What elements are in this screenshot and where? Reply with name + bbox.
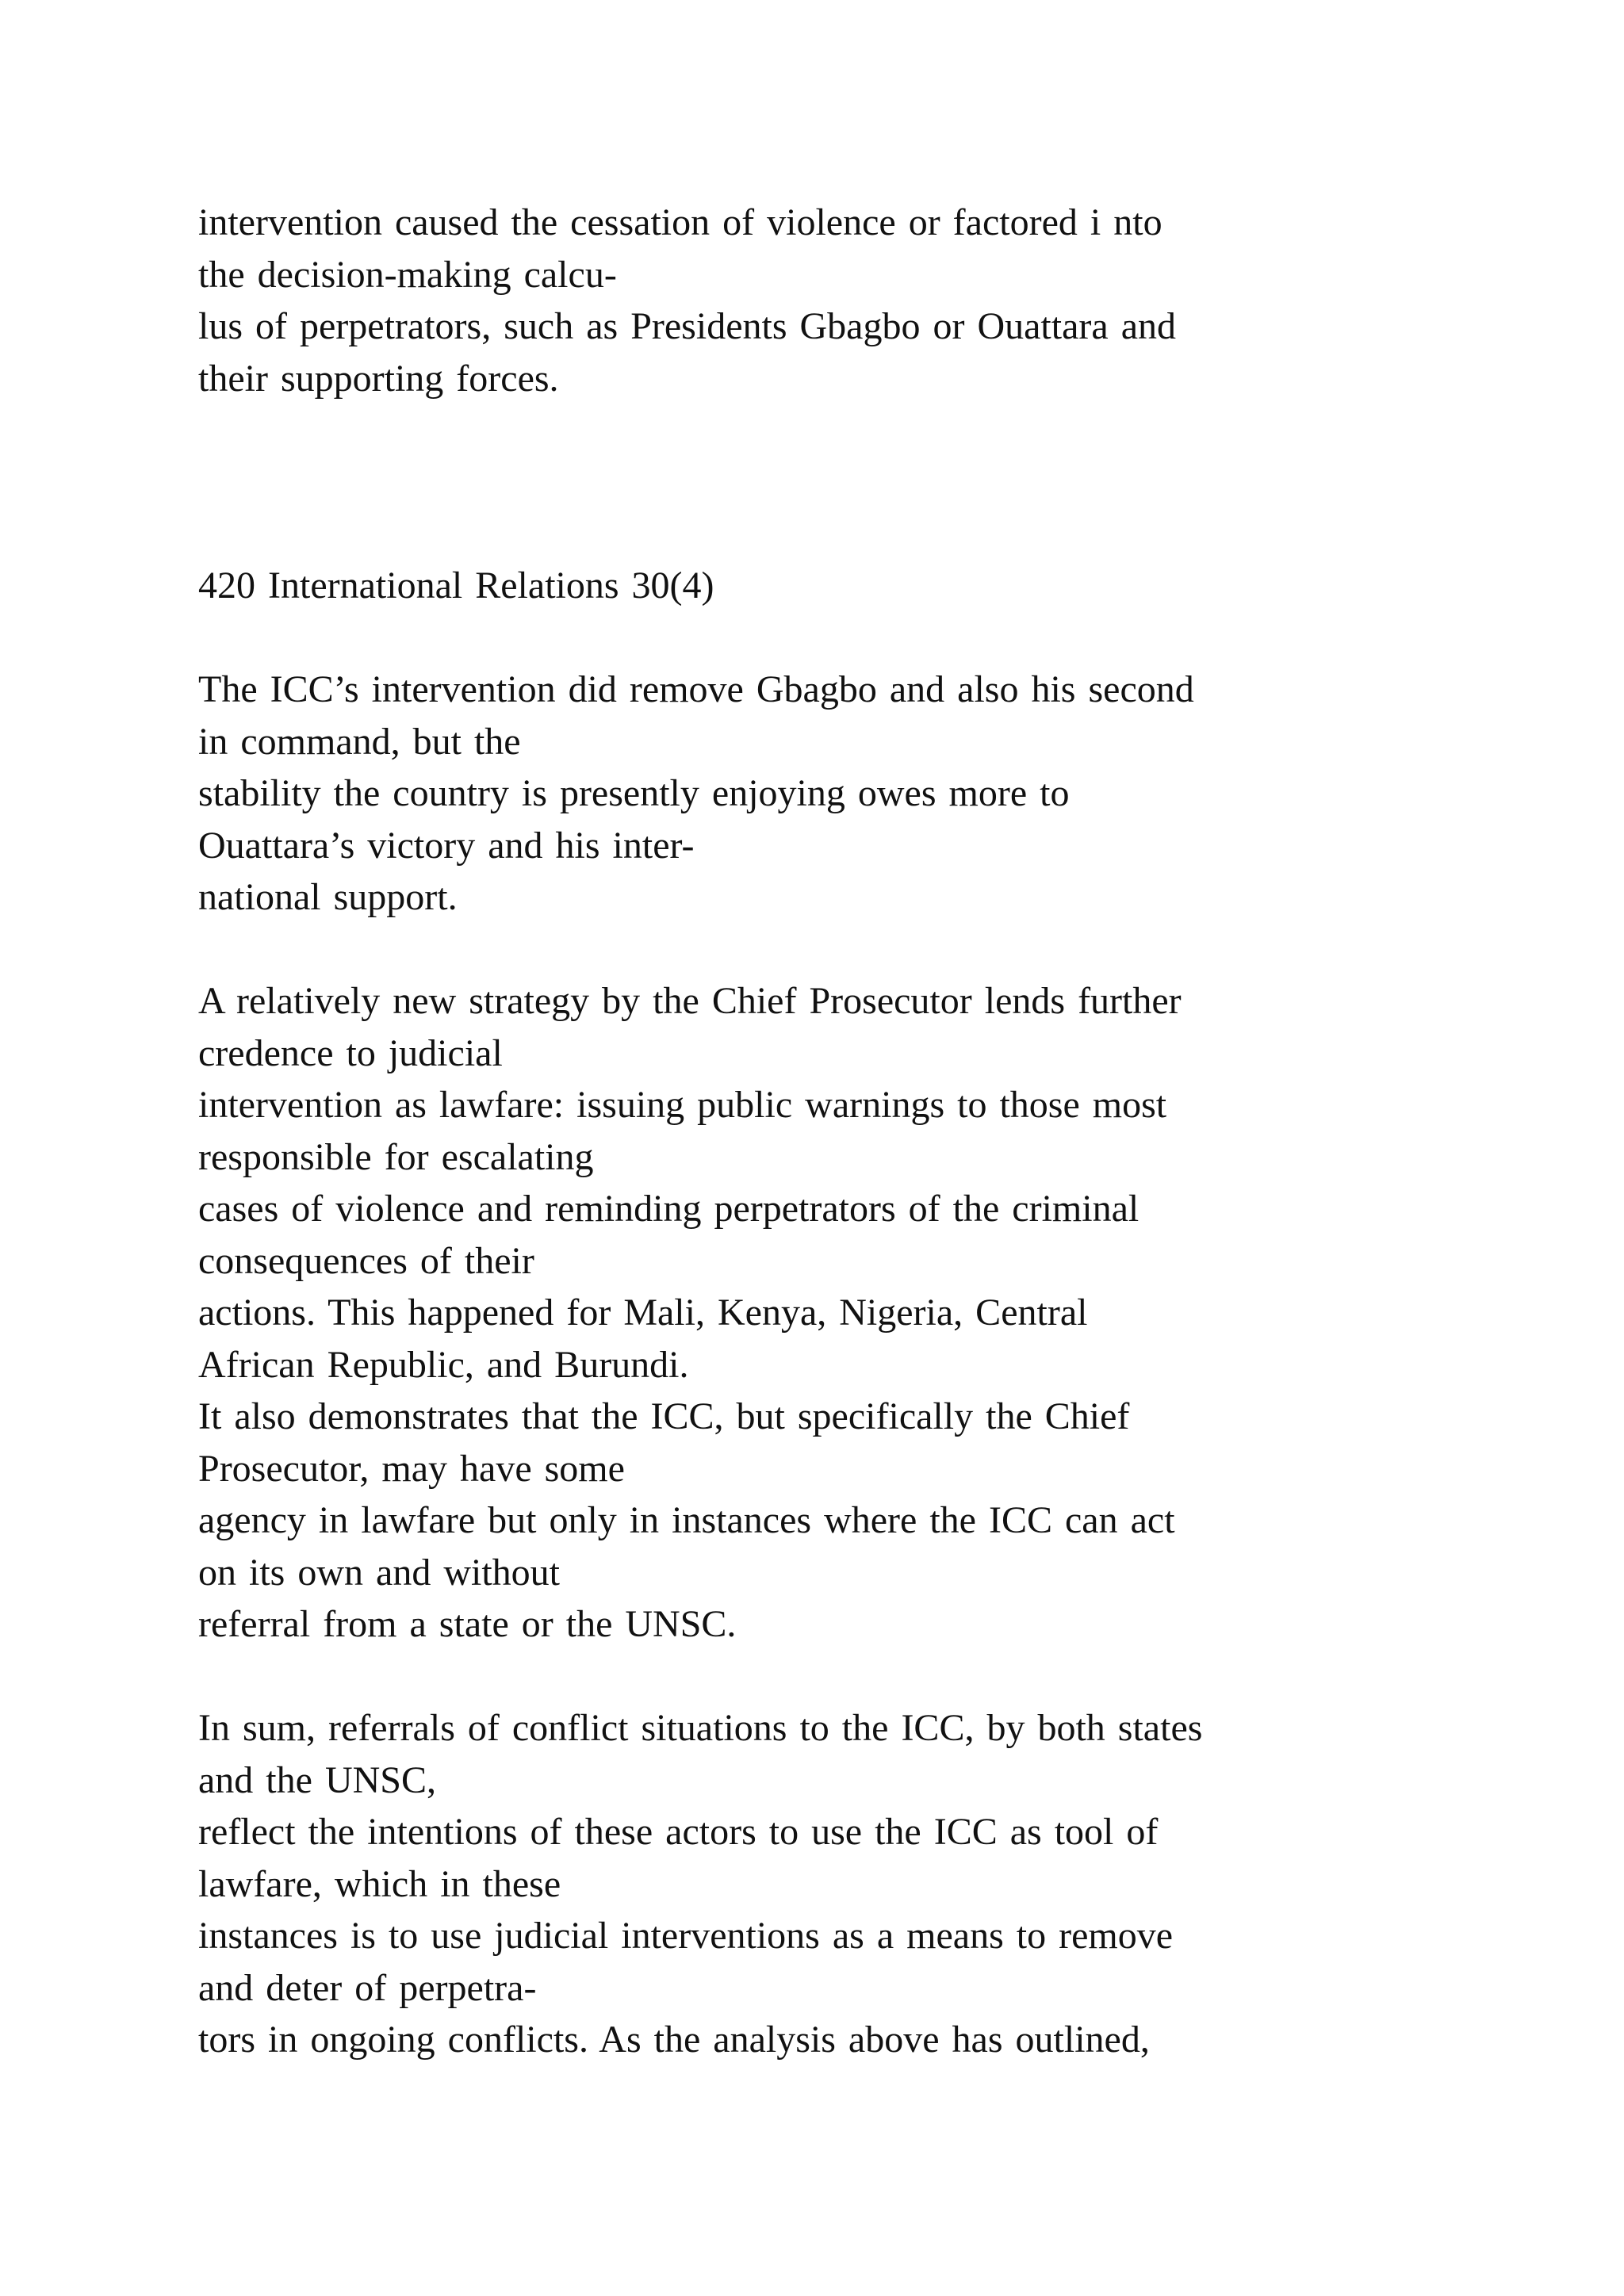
paragraph-intervention-cessation <box>198 197 1546 404</box>
text-line: The ICC’s intervention did remove Gbagbo and also his second <box>198 668 1194 710</box>
text-line: It also demonstrates that the ICC, but specifically the Chief <box>198 1395 1130 1437</box>
text-line: intervention as lawfare: issuing public warnings to those most <box>198 1084 1167 1126</box>
page-header-text: 420 International Relations 30(4) <box>198 564 714 607</box>
text-line: credence to judicial <box>198 1031 503 1074</box>
text-line: In sum, referrals of conflict situations to the ICC, by both states <box>198 1707 1203 1749</box>
text-line: reflect the intentions of these actors to use the ICC as tool of <box>198 1811 1159 1853</box>
text-line: intervention caused the cessation of violence or factored i nto <box>198 201 1162 243</box>
text-line: lawfare, which in these <box>198 1862 561 1905</box>
text-line: lus of perpetrators, such as Presidents Gbagbo or Ouattara and <box>198 305 1176 347</box>
text-line: cases of violence and reminding perpetrators of the criminal <box>198 1188 1139 1230</box>
text-line: referral from a state or the UNSC. <box>198 1603 737 1645</box>
text-line: in command, but the <box>198 720 521 763</box>
text-line: actions. This happened for Mali, Kenya, Nigeria, Central <box>198 1292 1088 1334</box>
paragraph-in-sum <box>198 1702 1546 2066</box>
text-line: Prosecutor, may have some <box>198 1447 625 1490</box>
text-line: on its own and without <box>198 1551 560 1594</box>
paragraph-prosecutor-strategy <box>198 975 1546 1651</box>
running-header <box>198 560 1546 612</box>
text-line: responsible for escalating <box>198 1135 594 1178</box>
text-line: consequences of their <box>198 1239 534 1282</box>
text-line: tors in ongoing conflicts. As the analysis above has outlined, <box>198 2019 1150 2061</box>
text-line: agency in lawfare but only in instances where the ICC can act <box>198 1499 1175 1541</box>
text-line: their supporting forces. <box>198 357 559 400</box>
paragraph-icc-intervention <box>198 664 1546 924</box>
text-line: African Republic, and Burundi. <box>198 1343 689 1386</box>
text-line: and deter of perpetra- <box>198 1966 537 2009</box>
text-line: A relatively new strategy by the Chief Prosecutor lends further <box>198 980 1182 1022</box>
text-line: the decision-making calcu- <box>198 253 617 296</box>
text-line: stability the country is presently enjoying owes more to <box>198 772 1070 814</box>
text-line: and the UNSC, <box>198 1758 436 1801</box>
text-line: instances is to use judicial interventions as a means to remove <box>198 1915 1174 1957</box>
text-line: Ouattara’s victory and his inter- <box>198 824 695 867</box>
text-line: national support. <box>198 876 458 918</box>
